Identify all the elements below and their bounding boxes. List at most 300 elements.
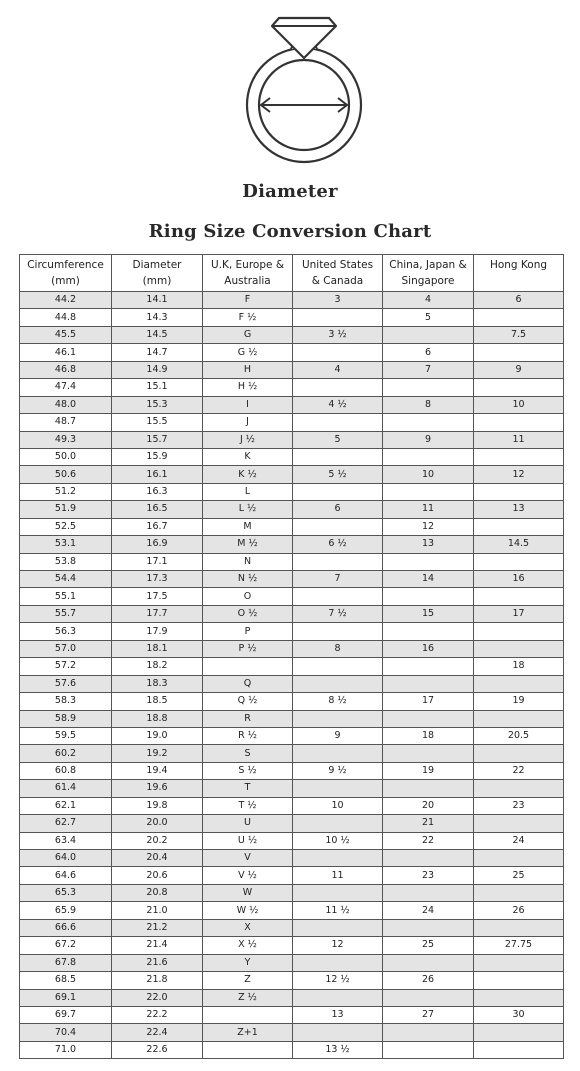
cell-diameter: 17.9 [112,623,203,640]
cell-hong-kong-size [474,344,564,361]
cell-uk-size: R ½ [203,727,293,744]
cell-us-size [293,780,383,797]
cell-diameter: 15.5 [112,414,203,431]
cell-asia-size [383,1041,474,1058]
cell-asia-size [383,553,474,570]
cell-us-size [293,483,383,500]
cell-uk-size: Q ½ [203,693,293,710]
cell-circumference: 58.3 [20,693,112,710]
cell-us-size [293,815,383,832]
cell-us-size: 4 ½ [293,396,383,413]
cell-hong-kong-size: 30 [474,1006,564,1023]
table-row [20,658,564,675]
cell-uk-size [203,1041,293,1058]
cell-diameter: 20.0 [112,815,203,832]
cell-diameter: 14.1 [112,292,203,309]
cell-asia-size [383,588,474,605]
column-header-circumference: Circumference (mm) [20,255,112,292]
ring-diameter-icon [0,0,580,180]
cell-asia-size: 26 [383,972,474,989]
cell-asia-size [383,710,474,727]
cell-uk-size: M [203,518,293,535]
cell-asia-size: 24 [383,902,474,919]
cell-us-size [293,553,383,570]
table-row [20,501,564,518]
cell-circumference: 69.7 [20,1006,112,1023]
table-row [20,396,564,413]
cell-asia-size [383,326,474,343]
table-row [20,989,564,1006]
cell-circumference: 48.0 [20,396,112,413]
cell-asia-size: 8 [383,396,474,413]
cell-circumference: 57.0 [20,640,112,657]
cell-circumference: 65.9 [20,902,112,919]
table-row [20,902,564,919]
cell-diameter: 22.0 [112,989,203,1006]
cell-uk-size: T ½ [203,797,293,814]
cell-us-size: 9 [293,727,383,744]
cell-us-size: 5 [293,431,383,448]
page-title: Ring Size Conversion Chart [148,221,432,242]
cell-circumference: 69.1 [20,989,112,1006]
cell-uk-size: J [203,414,293,431]
table-row [20,605,564,622]
cell-diameter: 21.4 [112,937,203,954]
cell-uk-size: P ½ [203,640,293,657]
cell-circumference: 47.4 [20,379,112,396]
cell-diameter: 18.8 [112,710,203,727]
cell-hong-kong-size: 11 [474,431,564,448]
cell-diameter: 16.1 [112,466,203,483]
cell-hong-kong-size: 19 [474,693,564,710]
cell-asia-size [383,483,474,500]
cell-uk-size: M ½ [203,536,293,553]
cell-diameter: 19.0 [112,727,203,744]
cell-hong-kong-size [474,745,564,762]
cell-circumference: 44.2 [20,292,112,309]
cell-diameter: 21.8 [112,972,203,989]
cell-diameter: 22.6 [112,1041,203,1058]
cell-uk-size: H [203,361,293,378]
cell-us-size [293,448,383,465]
cell-us-size: 12 ½ [293,972,383,989]
table-row [20,815,564,832]
cell-hong-kong-size [474,884,564,901]
cell-us-size: 11 ½ [293,902,383,919]
cell-circumference: 44.8 [20,309,112,326]
cell-hong-kong-size: 22 [474,762,564,779]
cell-us-size: 6 ½ [293,536,383,553]
cell-us-size [293,658,383,675]
cell-circumference: 48.7 [20,414,112,431]
cell-asia-size [383,623,474,640]
cell-asia-size: 16 [383,640,474,657]
cell-asia-size [383,658,474,675]
cell-circumference: 50.0 [20,448,112,465]
cell-us-size [293,745,383,762]
cell-asia-size: 10 [383,466,474,483]
cell-us-size [293,309,383,326]
cell-asia-size [383,850,474,867]
cell-circumference: 46.8 [20,361,112,378]
cell-us-size [293,518,383,535]
cell-uk-size: T [203,780,293,797]
cell-asia-size: 18 [383,727,474,744]
table-row [20,361,564,378]
cell-us-size: 10 [293,797,383,814]
cell-hong-kong-size [474,518,564,535]
cell-us-size: 7 ½ [293,605,383,622]
cell-diameter: 18.1 [112,640,203,657]
cell-circumference: 70.4 [20,1024,112,1041]
cell-circumference: 53.1 [20,536,112,553]
cell-asia-size [383,379,474,396]
cell-circumference: 51.9 [20,501,112,518]
cell-uk-size: W ½ [203,902,293,919]
table-row [20,292,564,309]
cell-us-size [293,919,383,936]
cell-diameter: 17.1 [112,553,203,570]
table-row [20,954,564,971]
table-row [20,379,564,396]
cell-diameter: 19.2 [112,745,203,762]
cell-hong-kong-size [474,309,564,326]
cell-us-size [293,623,383,640]
diagram-label: Diameter [242,181,338,202]
cell-diameter: 19.6 [112,780,203,797]
cell-asia-size [383,745,474,762]
cell-us-size: 13 ½ [293,1041,383,1058]
cell-uk-size: Z+1 [203,1024,293,1041]
cell-us-size: 7 [293,571,383,588]
cell-diameter: 22.2 [112,1006,203,1023]
cell-asia-size: 23 [383,867,474,884]
cell-circumference: 55.1 [20,588,112,605]
table-row [20,780,564,797]
cell-hong-kong-size [474,414,564,431]
cell-diameter: 20.8 [112,884,203,901]
cell-us-size: 9 ½ [293,762,383,779]
cell-hong-kong-size [474,640,564,657]
cell-diameter: 15.9 [112,448,203,465]
table-row [20,675,564,692]
cell-diameter: 21.0 [112,902,203,919]
cell-asia-size: 4 [383,292,474,309]
table-row [20,1041,564,1058]
cell-asia-size: 11 [383,501,474,518]
cell-hong-kong-size: 12 [474,466,564,483]
cell-hong-kong-size [474,379,564,396]
table-row [20,972,564,989]
table-row [20,483,564,500]
cell-uk-size: Z ½ [203,989,293,1006]
cell-circumference: 67.2 [20,937,112,954]
cell-us-size: 5 ½ [293,466,383,483]
table-row [20,884,564,901]
table-row [20,693,564,710]
cell-diameter: 14.9 [112,361,203,378]
cell-asia-size: 21 [383,815,474,832]
cell-asia-size: 20 [383,797,474,814]
cell-hong-kong-size: 18 [474,658,564,675]
cell-uk-size: W [203,884,293,901]
table-row [20,727,564,744]
cell-uk-size [203,1006,293,1023]
table-row [20,1006,564,1023]
cell-circumference: 57.6 [20,675,112,692]
cell-asia-size [383,954,474,971]
cell-uk-size: K ½ [203,466,293,483]
cell-diameter: 14.3 [112,309,203,326]
column-header-uk-europe-australia: U.K, Europe & Australia [203,255,293,292]
cell-us-size [293,954,383,971]
cell-asia-size: 17 [383,693,474,710]
table-row [20,623,564,640]
cell-hong-kong-size [474,780,564,797]
cell-us-size [293,850,383,867]
cell-hong-kong-size: 23 [474,797,564,814]
cell-diameter: 21.6 [112,954,203,971]
cell-circumference: 57.2 [20,658,112,675]
table-row [20,832,564,849]
column-header-china-japan-singapore: China, Japan & Singapore [383,255,474,292]
cell-uk-size: F [203,292,293,309]
table-row [20,1024,564,1041]
table-row [20,797,564,814]
cell-asia-size [383,919,474,936]
cell-hong-kong-size: 16 [474,571,564,588]
cell-hong-kong-size [474,623,564,640]
cell-uk-size: L ½ [203,501,293,518]
cell-us-size [293,675,383,692]
cell-us-size: 10 ½ [293,832,383,849]
cell-diameter: 19.4 [112,762,203,779]
cell-diameter: 17.7 [112,605,203,622]
cell-circumference: 60.8 [20,762,112,779]
cell-us-size: 8 [293,640,383,657]
cell-asia-size: 22 [383,832,474,849]
cell-hong-kong-size: 9 [474,361,564,378]
cell-diameter: 15.1 [112,379,203,396]
cell-asia-size: 5 [383,309,474,326]
cell-asia-size: 19 [383,762,474,779]
table-row [20,571,564,588]
cell-circumference: 50.6 [20,466,112,483]
cell-hong-kong-size [474,989,564,1006]
table-row [20,919,564,936]
cell-us-size [293,588,383,605]
cell-circumference: 53.8 [20,553,112,570]
cell-diameter: 15.3 [112,396,203,413]
cell-circumference: 45.5 [20,326,112,343]
cell-uk-size: J ½ [203,431,293,448]
table-row [20,448,564,465]
cell-uk-size: N ½ [203,571,293,588]
cell-circumference: 59.5 [20,727,112,744]
cell-uk-size: X ½ [203,937,293,954]
cell-diameter: 14.5 [112,326,203,343]
table-row [20,762,564,779]
table-row [20,518,564,535]
cell-diameter: 19.8 [112,797,203,814]
cell-asia-size [383,780,474,797]
cell-circumference: 65.3 [20,884,112,901]
cell-circumference: 67.8 [20,954,112,971]
cell-uk-size: G ½ [203,344,293,361]
table-row [20,588,564,605]
cell-hong-kong-size: 25 [474,867,564,884]
cell-uk-size: I [203,396,293,413]
column-header-hong-kong: Hong Kong [474,255,564,292]
cell-circumference: 62.1 [20,797,112,814]
cell-circumference: 71.0 [20,1041,112,1058]
cell-us-size [293,989,383,1006]
cell-asia-size [383,884,474,901]
cell-circumference: 51.2 [20,483,112,500]
cell-hong-kong-size [474,483,564,500]
cell-diameter: 18.3 [112,675,203,692]
cell-us-size [293,884,383,901]
cell-circumference: 46.1 [20,344,112,361]
cell-asia-size: 6 [383,344,474,361]
cell-diameter: 16.5 [112,501,203,518]
cell-asia-size [383,1024,474,1041]
cell-circumference: 60.2 [20,745,112,762]
cell-diameter: 14.7 [112,344,203,361]
cell-hong-kong-size [474,972,564,989]
cell-diameter: 16.7 [112,518,203,535]
cell-us-size [293,379,383,396]
cell-diameter: 15.7 [112,431,203,448]
cell-circumference: 49.3 [20,431,112,448]
table-row [20,553,564,570]
cell-us-size: 12 [293,937,383,954]
cell-asia-size [383,448,474,465]
cell-asia-size [383,414,474,431]
cell-hong-kong-size: 6 [474,292,564,309]
cell-diameter: 16.3 [112,483,203,500]
cell-diameter: 16.9 [112,536,203,553]
cell-us-size: 3 [293,292,383,309]
ring-size-table [19,254,564,1059]
cell-uk-size: F ½ [203,309,293,326]
cell-uk-size: L [203,483,293,500]
cell-hong-kong-size: 20.5 [474,727,564,744]
cell-uk-size: Q [203,675,293,692]
cell-hong-kong-size: 26 [474,902,564,919]
cell-circumference: 64.0 [20,850,112,867]
cell-asia-size: 15 [383,605,474,622]
cell-uk-size: U [203,815,293,832]
cell-uk-size [203,658,293,675]
cell-us-size [293,344,383,361]
cell-asia-size: 12 [383,518,474,535]
cell-uk-size: N [203,553,293,570]
cell-asia-size [383,989,474,1006]
cell-uk-size: Y [203,954,293,971]
table-row [20,745,564,762]
cell-hong-kong-size [474,553,564,570]
cell-hong-kong-size: 27.75 [474,937,564,954]
cell-uk-size: V [203,850,293,867]
cell-diameter: 17.3 [112,571,203,588]
cell-us-size: 3 ½ [293,326,383,343]
cell-circumference: 58.9 [20,710,112,727]
table-row [20,414,564,431]
cell-asia-size: 7 [383,361,474,378]
table-row [20,431,564,448]
cell-uk-size: G [203,326,293,343]
cell-circumference: 52.5 [20,518,112,535]
cell-hong-kong-size [474,1024,564,1041]
cell-asia-size: 14 [383,571,474,588]
cell-uk-size: P [203,623,293,640]
table-header-row [20,255,564,292]
cell-uk-size: O ½ [203,605,293,622]
cell-us-size [293,710,383,727]
table-row [20,536,564,553]
column-header-diameter: Diameter (mm) [112,255,203,292]
cell-uk-size: S [203,745,293,762]
cell-hong-kong-size [474,815,564,832]
cell-diameter: 18.2 [112,658,203,675]
cell-diameter: 22.4 [112,1024,203,1041]
cell-us-size: 4 [293,361,383,378]
cell-us-size: 8 ½ [293,693,383,710]
cell-us-size [293,1024,383,1041]
cell-circumference: 63.4 [20,832,112,849]
cell-hong-kong-size: 14.5 [474,536,564,553]
cell-uk-size: R [203,710,293,727]
table-row [20,850,564,867]
cell-circumference: 61.4 [20,780,112,797]
cell-circumference: 55.7 [20,605,112,622]
cell-hong-kong-size [474,588,564,605]
cell-uk-size: X [203,919,293,936]
table-row [20,640,564,657]
cell-uk-size: V ½ [203,867,293,884]
cell-uk-size: H ½ [203,379,293,396]
cell-diameter: 20.2 [112,832,203,849]
cell-diameter: 17.5 [112,588,203,605]
cell-hong-kong-size [474,710,564,727]
cell-hong-kong-size [474,954,564,971]
cell-asia-size: 13 [383,536,474,553]
cell-hong-kong-size: 13 [474,501,564,518]
column-header-us-canada: United States & Canada [293,255,383,292]
table-row [20,344,564,361]
cell-circumference: 68.5 [20,972,112,989]
cell-uk-size: Z [203,972,293,989]
cell-hong-kong-size: 17 [474,605,564,622]
cell-us-size: 13 [293,1006,383,1023]
cell-hong-kong-size [474,1041,564,1058]
cell-us-size: 11 [293,867,383,884]
cell-us-size [293,414,383,431]
cell-uk-size: S ½ [203,762,293,779]
cell-uk-size: O [203,588,293,605]
table-row [20,309,564,326]
cell-asia-size: 9 [383,431,474,448]
cell-circumference: 64.6 [20,867,112,884]
cell-uk-size: K [203,448,293,465]
cell-circumference: 56.3 [20,623,112,640]
cell-diameter: 21.2 [112,919,203,936]
cell-hong-kong-size [474,919,564,936]
cell-hong-kong-size: 7.5 [474,326,564,343]
cell-asia-size [383,675,474,692]
cell-diameter: 18.5 [112,693,203,710]
